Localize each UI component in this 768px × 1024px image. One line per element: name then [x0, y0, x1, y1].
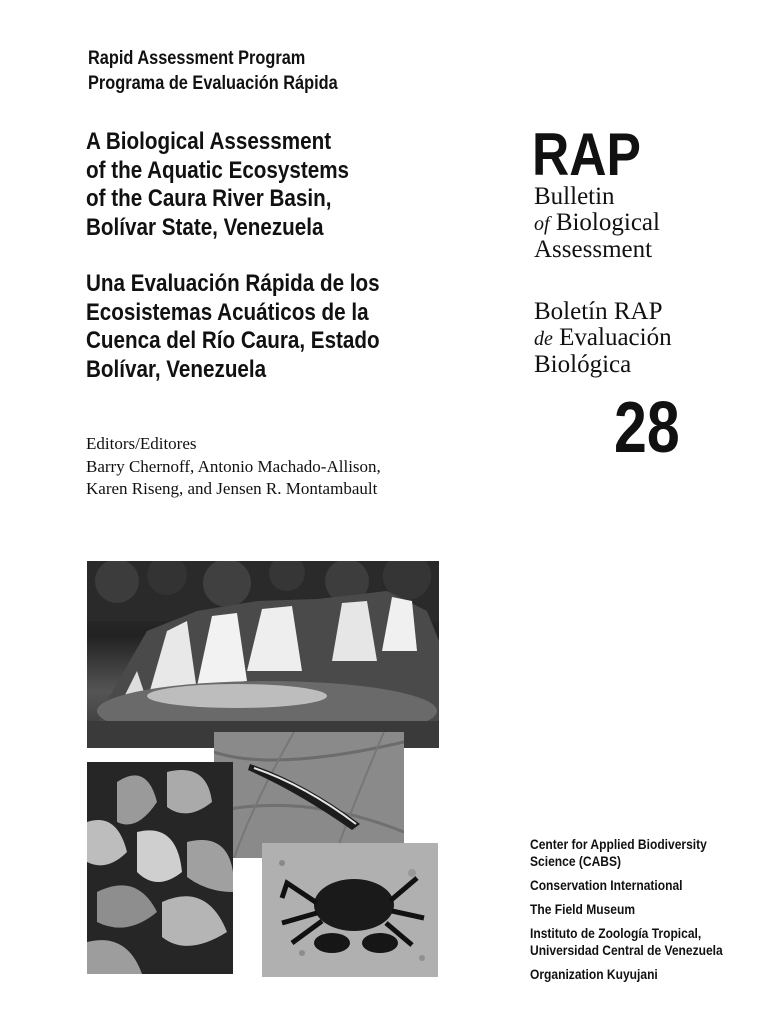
organization-line: Conservation International	[530, 877, 683, 893]
organization-line: The Field Museum	[530, 901, 636, 917]
title-english	[86, 128, 392, 242]
series-of: of	[534, 213, 550, 235]
title-spanish	[86, 270, 427, 384]
program-heading	[88, 46, 378, 96]
title-es-line: Ecosistemas Acuáticos de la	[86, 298, 369, 326]
title-en-line: Bolívar State, Venezuela	[86, 213, 324, 241]
editors-names: Karen Riseng, and Jensen R. Montambault	[86, 479, 378, 498]
series-name-es	[534, 299, 672, 378]
series-de: de	[534, 328, 553, 350]
title-en-line: of the Caura River Basin,	[86, 185, 332, 213]
organization-line: Universidad Central de Venezuela	[530, 942, 723, 958]
editors-block	[86, 433, 381, 501]
title-es-line: Cuenca del Río Caura, Estado	[86, 327, 380, 355]
title-es-line: Bolívar, Venezuela	[86, 355, 267, 383]
program-name-en: Rapid Assessment Program	[88, 48, 306, 69]
fish-photo	[214, 732, 404, 858]
organization-ci	[530, 877, 723, 894]
organization-izt	[530, 925, 723, 959]
series-name-en	[534, 184, 660, 263]
series-biologica: Biológica	[534, 351, 632, 378]
title-en-line: of the Aquatic Ecosystems	[86, 156, 350, 184]
editors-label: Editors/Editores	[86, 434, 197, 453]
organization-line: Center for Applied Biodiversity	[530, 836, 707, 852]
bulletin-number: 28	[614, 388, 680, 468]
title-es-line: Una Evaluación Rápida de los	[86, 270, 380, 297]
series-boletin: Boletín RAP	[534, 298, 663, 325]
organizations-list	[530, 836, 754, 990]
crab-photo	[262, 843, 438, 977]
series-bulletin: Bulletin	[534, 183, 615, 210]
series-logo-rap: RAP	[532, 121, 641, 188]
organization-line: Science (CABS)	[530, 853, 621, 869]
organization-line: Instituto de Zoología Tropical,	[530, 925, 702, 941]
plant-photo	[87, 762, 233, 974]
series-biological: Biological	[549, 209, 660, 236]
editors-names: Barry Chernoff, Antonio Machado-Allison,	[86, 456, 381, 476]
series-assessment: Assessment	[534, 236, 653, 263]
title-en-line: A Biological Assessment	[86, 128, 332, 155]
organization-line: Organization Kuyujani	[530, 966, 658, 982]
organization-field-museum	[530, 901, 723, 918]
organization-kuyujani	[530, 966, 723, 983]
organization-cabs	[530, 836, 723, 870]
series-evaluacion: Evaluación	[552, 324, 672, 351]
waterfall-photo	[87, 561, 439, 748]
program-name-es: Programa de Evaluación Rápida	[88, 73, 338, 94]
